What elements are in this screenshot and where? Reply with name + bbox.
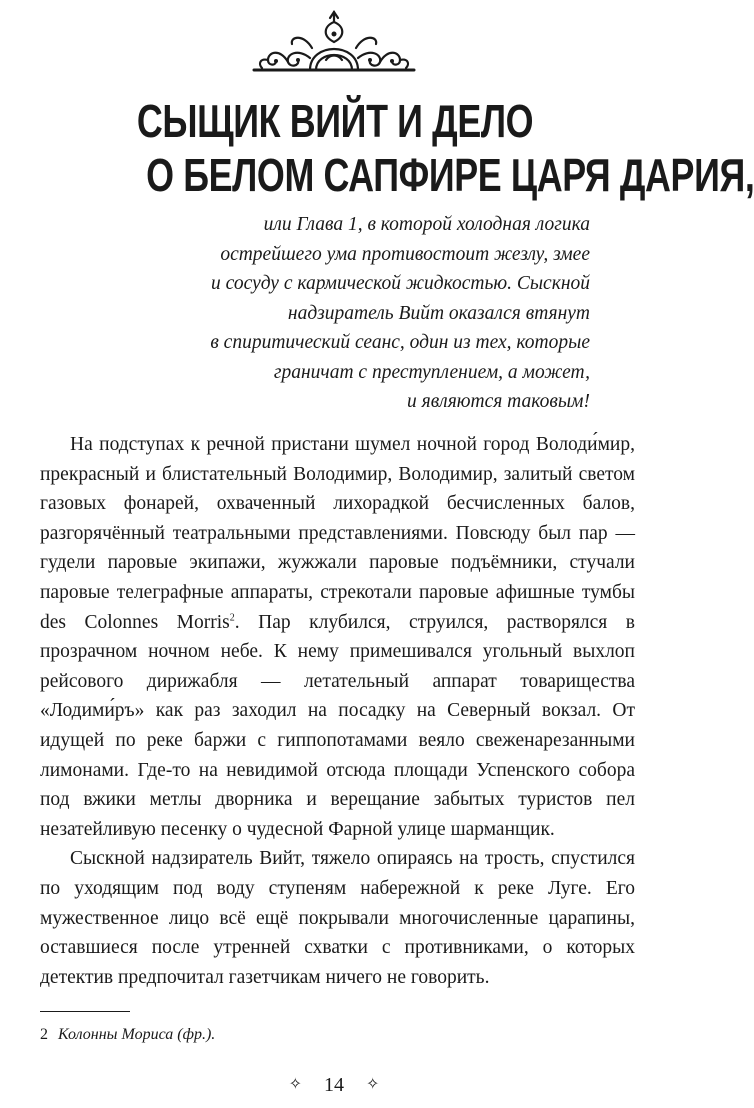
subtitle-line: надзиратель Вийт оказался втянут bbox=[287, 302, 590, 324]
footnote-reference: 2 bbox=[229, 612, 235, 624]
ornamental-flourish-icon bbox=[250, 8, 418, 82]
chapter-title-line-2: О БЕЛОМ САПФИРЕ ЦАРЯ ДАРИЯ, bbox=[146, 149, 754, 201]
paragraph-1 bbox=[40, 430, 635, 844]
chapter-title-line-1: СЫЩИК ВИЙТ И ДЕЛО bbox=[136, 95, 534, 147]
subtitle-line: граничат с преступлением, а может, bbox=[273, 361, 590, 383]
subtitle-line: и сосуду с кармической жидкостью. Сыскной bbox=[211, 273, 590, 294]
footnote-separator bbox=[40, 1011, 130, 1012]
page-number: 14 bbox=[324, 1073, 344, 1096]
footnote bbox=[40, 1024, 640, 1046]
footnote-text: Колонны Мориса (фр.). bbox=[58, 1026, 216, 1043]
page-folio bbox=[0, 1070, 668, 1100]
subtitle-line: в спиритический сеанс, один из тех, которые bbox=[210, 332, 590, 353]
subtitle-line: острейшего ума противостоит жезлу, змее bbox=[220, 243, 590, 265]
subtitle-line: и являются таковым! bbox=[407, 391, 590, 412]
paragraph-1-part-2: . Пар клубился, струился, растворялся в прозрачном ночном небе. К нему примешивался угольный выхлоп рейсового дирижабля — летательный аппарат товарищества «Лодими́ръ» как раз заходил на посадку на Северный вокзал. От идущей по реке баржи с гиппопотамами веяло свеженарезанными лимонами. Где-то на невидимой отсюда площади Успенского собора под вжики метлы дворника и верещание забытых туристов пел незатейливую песенку о чудесной Фарной улице шарманщик. bbox=[40, 611, 635, 840]
footnote-number: 2 bbox=[40, 1026, 48, 1043]
subtitle-line: или Глава 1, в которой холодная логика bbox=[263, 214, 590, 235]
paragraph-2: Сыскной надзиратель Вийт, тяжело опираясь на трость, спустился по уходящим под воду ступеням набережной к реке Луге. Его мужественное лицо всё ещё покрывали многочисленные царапины, оставшиеся после утренней схватки с противниками, о которых детектив предпочитал газетчикам ничего не говорить. bbox=[40, 848, 635, 988]
four-point-star-icon: ✧ bbox=[366, 1076, 380, 1093]
four-point-star-icon: ✧ bbox=[288, 1076, 302, 1093]
body-text bbox=[40, 430, 635, 992]
chapter-subtitle bbox=[120, 210, 590, 417]
paragraph-1-part-1: На подступах к речной пристани шумел ночной город Володи́мир, прекрасный и блистательный Володимир, Володимир, залитый светом газовых фонарей, охваченный лихорадкой бесчисленных балов, разгорячённый театральными представлениями. Повсюду был пар — гудели паровые экипажи, жужжали паровые подъёмники, стучали паровые телеграфные аппараты, стрекотали паровые афишные тумбы des Colonnes Morris bbox=[40, 434, 635, 633]
